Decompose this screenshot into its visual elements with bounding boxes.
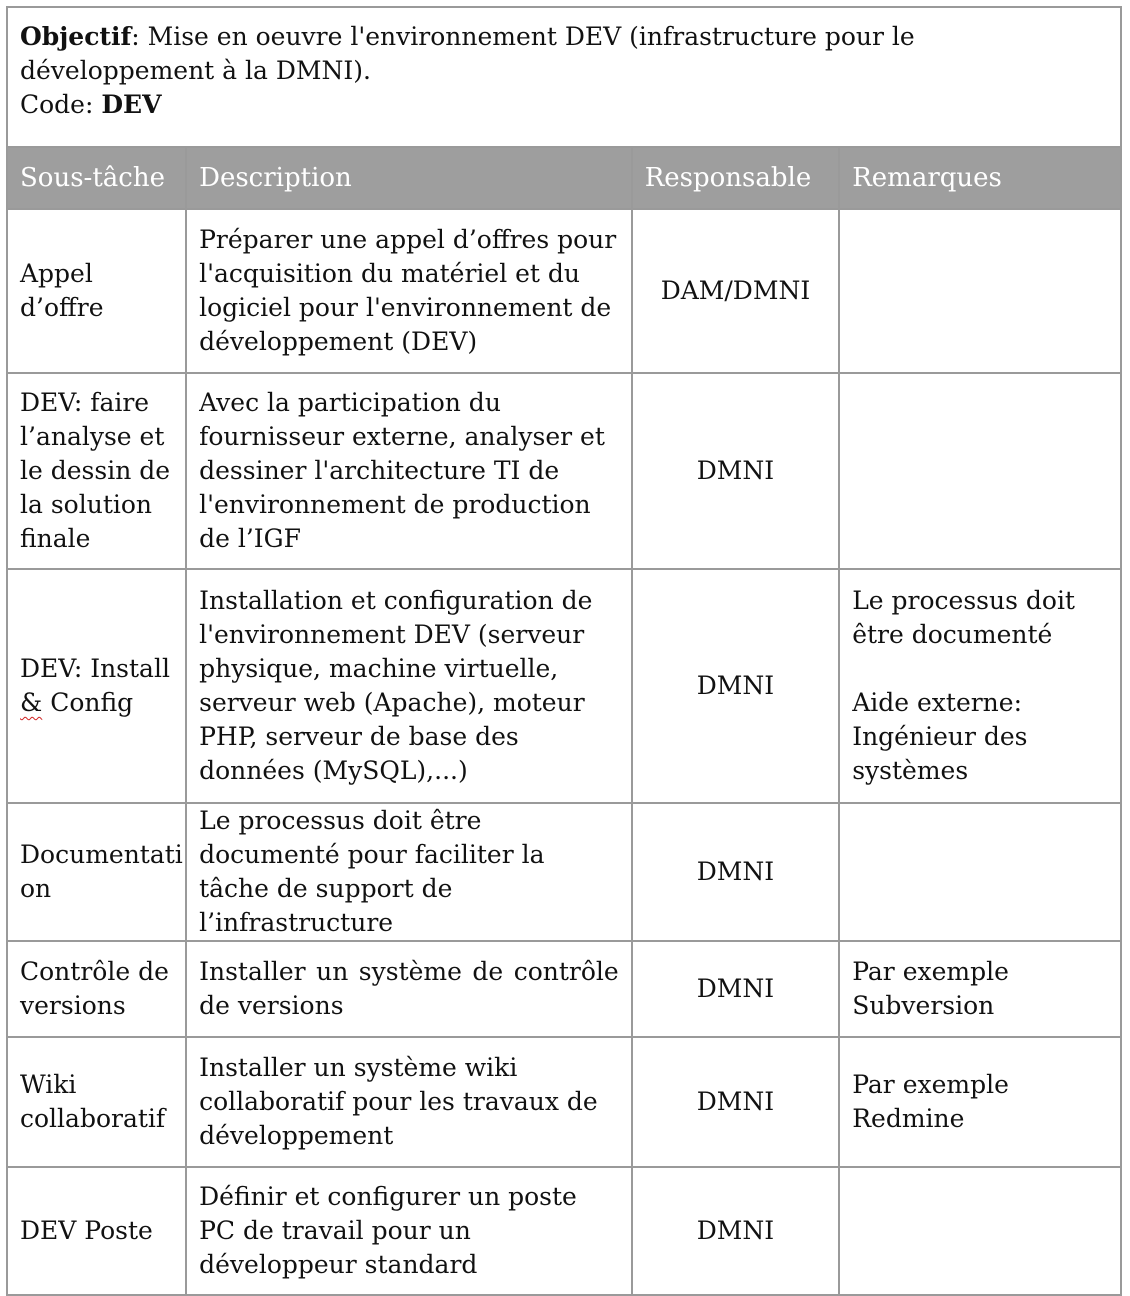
remark-external-help: Aide externe: Ingénieur des systèmes <box>852 688 1028 785</box>
subtask-cell <box>7 569 186 803</box>
remarks-cell <box>839 373 1121 569</box>
table-row <box>7 569 1121 803</box>
table-row <box>7 209 1121 373</box>
remarks-cell <box>839 569 1121 803</box>
objective-row <box>7 7 1121 147</box>
subtask-cell: Appel d’offre <box>7 209 186 373</box>
remarks-cell <box>839 803 1121 941</box>
owner-cell: DMNI <box>632 941 840 1037</box>
description-cell: Préparer une appel d’offres pour l'acquisition du matériel et du logiciel pour l'environnement de développement (DEV) <box>186 209 632 373</box>
owner-cell: DMNI <box>632 1037 840 1167</box>
table-row <box>7 1167 1121 1295</box>
objective-text: : Mise en oeuvre l'environnement DEV (infrastructure pour le développement à la DMNI). <box>20 22 915 85</box>
objective-cell <box>7 7 1121 147</box>
remarks-cell <box>839 1167 1121 1295</box>
remarks-cell <box>839 209 1121 373</box>
description-cell: Installation et configuration de l'environnement DEV (serveur physique, machine virtuelle, serveur web (Apache), moteur PHP, serveur de base des données (MySQL),...) <box>186 569 632 803</box>
owner-cell: DMNI <box>632 373 840 569</box>
header-owner: Responsable <box>632 147 840 209</box>
subtask-part1: DEV: Install <box>20 654 170 683</box>
owner-cell: DMNI <box>632 803 840 941</box>
description-cell: Le processus doit être documenté pour faciliter la tâche de support de l’infrastructure <box>186 803 632 941</box>
task-table <box>6 6 1122 1296</box>
description-cell: Avec la participation du fournisseur externe, analyser et dessiner l'architecture TI de l'environnement de production de l’IGF <box>186 373 632 569</box>
spellcheck-flagged-ampersand: & <box>20 688 43 717</box>
description-cell: Installer un système de contrôle de versions <box>186 941 632 1037</box>
code-label: Code: <box>20 90 102 119</box>
owner-cell: DAM/DMNI <box>632 209 840 373</box>
subtask-cell: DEV Poste <box>7 1167 186 1295</box>
header-subtask: Sous-tâche <box>7 147 186 209</box>
subtask-cell: Contrôle de versions <box>7 941 186 1037</box>
remarks-cell: Par exemple Subversion <box>839 941 1121 1037</box>
table-row <box>7 373 1121 569</box>
description-cell: Définir et configurer un poste PC de travail pour un développeur standard <box>186 1167 632 1295</box>
header-row <box>7 147 1121 209</box>
subtask-cell: DEV: faire l’analyse et le dessin de la solution finale <box>7 373 186 569</box>
subtask-cell: Documentati on <box>7 803 186 941</box>
subtask-cell: Wiki collaboratif <box>7 1037 186 1167</box>
document-page <box>6 6 1122 1296</box>
remark-documented: Le processus doit être documenté <box>852 586 1075 649</box>
owner-cell: DMNI <box>632 1167 840 1295</box>
objective-label: Objectif <box>20 22 132 51</box>
table-row <box>7 941 1121 1037</box>
header-remarks: Remarques <box>839 147 1121 209</box>
subtask-part2: Config <box>42 688 134 717</box>
code-value: DEV <box>101 90 162 119</box>
description-cell: Installer un système wiki collaboratif pour les travaux de développement <box>186 1037 632 1167</box>
header-description: Description <box>186 147 632 209</box>
remark-gap <box>852 652 1108 686</box>
table-row <box>7 1037 1121 1167</box>
remarks-cell: Par exemple Redmine <box>839 1037 1121 1167</box>
owner-cell: DMNI <box>632 569 840 803</box>
table-row <box>7 803 1121 941</box>
